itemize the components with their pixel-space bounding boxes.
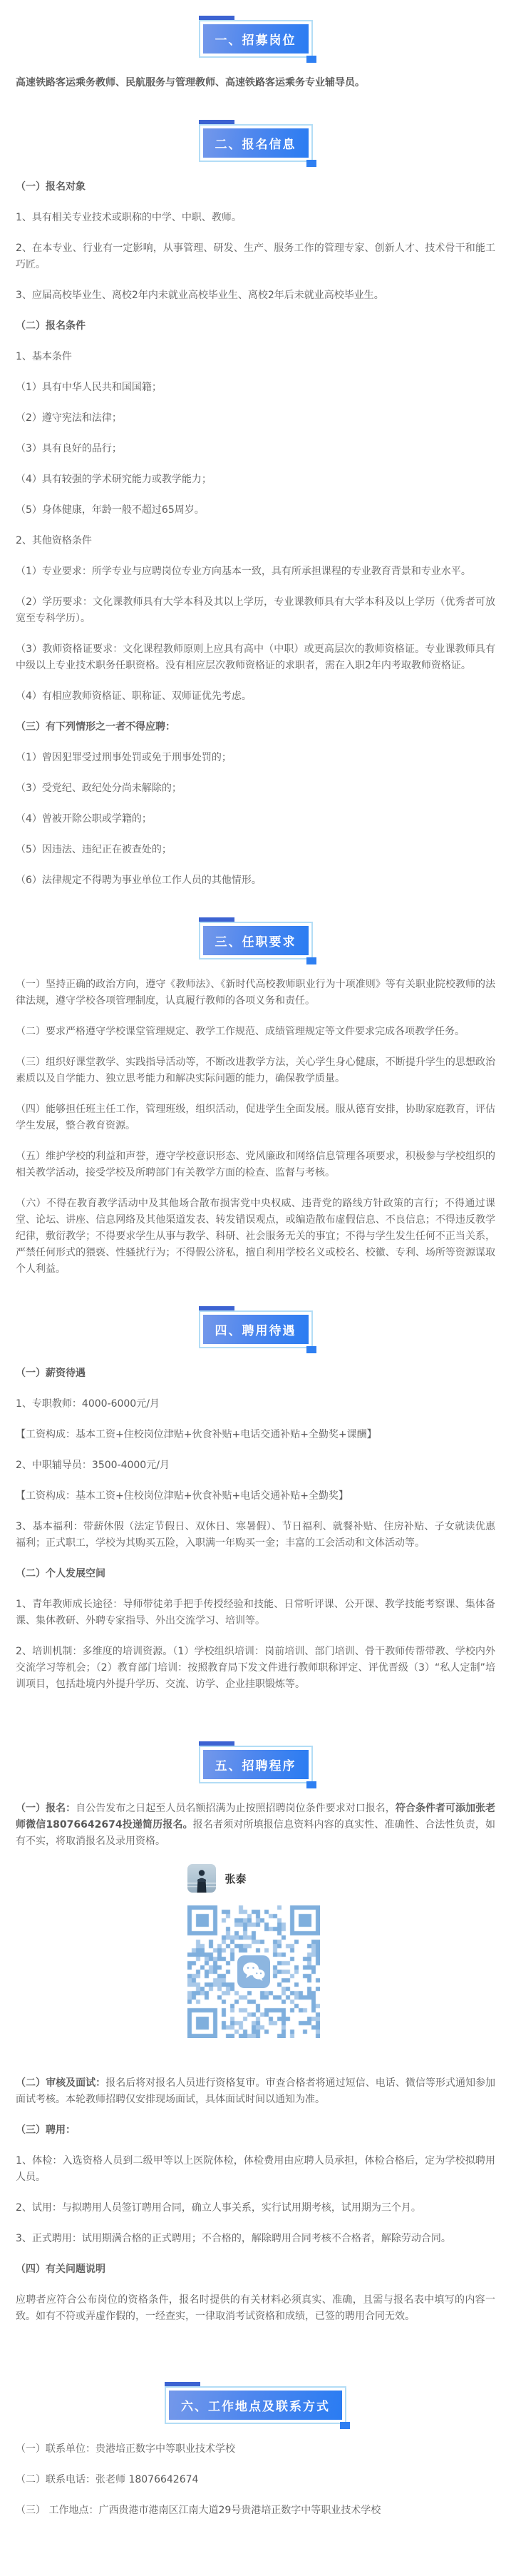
section-6 <box>16 2386 495 2519</box>
text-run: 应聘者应符合公布岗位的资格条件，报名时提供的有关材料必须真实、准确，且需与报名表中填写的内容一致。如有不符或弄虚作假的，一经查实，一律取消考试资格和成绩，已签的聘用合同无效。 <box>16 2294 495 2322</box>
text-run: （6）法律规定不得聘为事业单位工作人员的其他情形。 <box>16 875 262 886</box>
paragraph <box>16 2292 495 2325</box>
paragraph <box>16 1644 495 1693</box>
paragraph <box>16 977 495 1009</box>
paragraph <box>16 2441 495 2458</box>
paragraph <box>16 2153 495 2186</box>
paragraph <box>16 780 495 797</box>
paragraph <box>16 441 495 457</box>
section-header <box>16 922 495 959</box>
text-run: 2、在本专业、行业有一定影响，从事管理、研发、生产、服务工作的管理专家、创新人才、技术骨干和能工巧匠。 <box>16 243 495 270</box>
contact-avatar <box>187 1864 216 1893</box>
section-3 <box>16 922 495 1278</box>
text-run: （1）曾因犯罪受过刑事处罚或免于刑事处罚的； <box>16 752 232 763</box>
text-run: （四）能够担任班主任工作，管理班级，组织活动，促进学生全面发展。服从德育安排，协助家庭教育，评估学生发展，整合教育资源。 <box>16 1104 495 1131</box>
paragraph <box>16 502 495 519</box>
paragraph <box>16 179 495 195</box>
text-run: （五）维护学校的利益和声誉，遵守学校意识形态、党风廉政和网络信息管理各项要求，积极参与学校组织的相关教学活动，接受学校及所聘部门有关教学方面的检查、监督与考核。 <box>16 1151 495 1178</box>
text-run: 1、具有相关专业技术或职称的中学、中职、教师。 <box>16 212 242 223</box>
paragraph <box>16 2231 495 2247</box>
section-header <box>16 20 495 58</box>
paragraph <box>16 472 495 488</box>
paragraph <box>16 287 495 304</box>
section-5 <box>16 1746 495 2325</box>
section-1 <box>16 20 495 91</box>
text-run: （2）学历要求：文化课教师具有大学本科及其以上学历，专业课教师具有大学本科及以上学历（优秀者可放宽至专科学历）。 <box>16 596 495 624</box>
text-run-bold: （二）个人发展空间 <box>16 1568 105 1579</box>
text-run: 【工资构成：基本工资+住校岗位津贴+伙食补贴+电话交通补贴+全勤奖】 <box>16 1490 349 1502</box>
section-title: 三、任职要求 <box>203 926 309 955</box>
text-run-bold: （二）审核及面试： <box>16 2077 106 2089</box>
section-2 <box>16 124 495 889</box>
paragraph <box>16 564 495 580</box>
text-run: （二）联系电话：张老师 18076642674 <box>16 2474 199 2485</box>
text-run: （4）有相应教师资格证、职称证、双师证优先考虑。 <box>16 691 252 702</box>
section-header <box>16 1310 495 1348</box>
paragraph <box>16 1149 495 1181</box>
paragraph <box>16 719 495 735</box>
paragraph <box>16 2122 495 2139</box>
paragraph <box>16 750 495 766</box>
paragraph <box>16 872 495 889</box>
section-header <box>16 124 495 162</box>
section-header <box>16 1746 495 1783</box>
wechat-qr-code <box>187 1905 320 2038</box>
text-run: （5）身体健康，年龄一般不超过65周岁。 <box>16 504 205 516</box>
text-run-bold: （二）报名条件 <box>16 320 86 332</box>
text-run: （1）专业要求：所学专业与应聘岗位专业方向基本一致，具有所承担课程的专业教育背景和专业水平。 <box>16 566 471 577</box>
text-run: （2）遵守宪法和法律； <box>16 412 122 424</box>
text-run: 1、基本条件 <box>16 351 72 362</box>
text-run: 2、试用：与拟聘用人员签订聘用合同，确立人事关系，实行试用期考核，试用期为三个月。 <box>16 2202 421 2214</box>
paragraph <box>16 1427 495 1443</box>
text-run: （一）坚持正确的政治方向，遵守《教师法》、《新时代高校教师职业行为十项准则》等有关职业院校教师的法律法规，遵守学校各项管理制度，认真履行教师的各项义务和责任。 <box>16 979 495 1007</box>
paragraph <box>16 1054 495 1087</box>
paragraph <box>16 75 495 91</box>
text-run-bold: （一）报名： <box>16 1803 76 1814</box>
text-run: 3、正式聘用：试用期满合格的正式聘用；不合格的，解除聘用合同考核不合格者，解除劳动合同。 <box>16 2233 451 2244</box>
paragraph <box>16 842 495 858</box>
paragraph <box>16 2472 495 2488</box>
text-run: 1、专职教师：4000-6000元/月 <box>16 1398 160 1410</box>
section-badge <box>165 2386 346 2424</box>
text-run: （六）不得在教育教学活动中及其他场合散布损害党中央权威、违背党的路线方针政策的言行；不得通过课堂、论坛、讲座、信息网络及其他渠道发表、转发错误观点，或编造散布虚假信息、不良信息；不得违反教学纪律，敷衍教学；不得要求学生从事与教学、科研、社会服务无关的事宜；不得与学生发生任何不正当关系，严禁任何形式的猥亵、性骚扰行为；不得假公济私，擅自利用学校名义或校名、校徽、专利、场所等资源谋取个人利益。 <box>16 1198 495 1275</box>
wechat-icon <box>237 1955 270 1988</box>
section-badge <box>199 20 313 58</box>
text-run-bold: （一）薪资待遇 <box>16 1368 86 1379</box>
contact-card <box>187 1864 324 1893</box>
text-run: （三）组织好课堂教学、实践指导活动等，不断改进教学方法，关心学生身心健康，不断提升学生的思想政治素质以及自学能力、独立思考能力和解决实际问题的能力，确保教学质量。 <box>16 1057 495 1084</box>
paragraph <box>16 1801 495 1850</box>
person-photo-icon <box>187 1864 216 1893</box>
paragraph <box>16 2200 495 2216</box>
section-title: 一、招募岗位 <box>203 24 309 54</box>
recruitment-notice-page <box>0 20 511 2576</box>
paragraph <box>16 688 495 705</box>
text-run: （1）具有中华人民共和国国籍； <box>16 382 162 393</box>
paragraph <box>16 641 495 674</box>
paragraph <box>16 349 495 365</box>
paragraph <box>16 2261 495 2278</box>
text-run-bold: 高速铁路客运乘务教师、民航服务与管理教师、高速铁路客运乘务专业辅导员。 <box>16 77 365 88</box>
section-badge <box>199 1310 313 1348</box>
contact-name: 张泰 <box>224 1872 247 1885</box>
text-run: 报名者须对所填报信息资料内容的真实性、准确性、合法性负责，如有不实，将取消报名及录用资格。 <box>16 1819 496 1847</box>
paragraph <box>16 1519 495 1552</box>
section-badge <box>199 1746 313 1783</box>
paragraph <box>16 380 495 396</box>
section-4 <box>16 1310 495 1693</box>
text-run: 3、应届高校毕业生、离校2年内未就业高校毕业生、离校2年后未就业高校毕业生。 <box>16 290 384 301</box>
text-run-bold: 符合条件者可添加张老师微信18076642674投递简历报名。 <box>16 1803 496 1831</box>
section-badge <box>199 124 313 162</box>
paragraph <box>16 1024 495 1040</box>
text-run: （4）具有较强的学术研究能力或教学能力； <box>16 474 212 485</box>
text-run: （一）联系单位：贵港培正数字中等职业技术学校 <box>16 2443 235 2455</box>
section-title: 四、聘用待遇 <box>203 1315 309 1344</box>
text-run: 报名后将对报名人员进行资格复审。审查合格者将通过短信、电话、微信等形式通知参加面试考核。本轮教师招聘仅安排现场面试，具体面试时间以通知为准。 <box>16 2077 496 2105</box>
text-run-bold: （三）有下列情形之一者不得应聘： <box>16 721 175 733</box>
paragraph <box>16 318 495 335</box>
text-run-bold: （一）报名对象 <box>16 181 86 193</box>
text-run: （三） 工作地点：广西贵港市港南区江南大道29号贵港培正数字中等职业技术学校 <box>16 2505 381 2516</box>
text-run: 1、青年教师成长途径：导师带徒弟手把手传授经验和技能、日常听评课、公开课、教学技能考察课、集体备课、集体教研、外聘专家指导、外出交流学习、培训等。 <box>16 1599 495 1626</box>
text-run: 1、体检：入选资格人员到二级甲等以上医院体检，体检费用由应聘人员承担，体检合格后，定为学校拟聘用人员。 <box>16 2155 495 2183</box>
paragraph <box>16 594 495 627</box>
text-run: （4）曾被开除公职或学籍的； <box>16 813 152 825</box>
text-run: 2、培训机制：多维度的培训资源。（1）学校组织培训：岗前培训、部门培训、骨干教师传帮带教、学校内外交流学习等机会；（2）教育部门培训：按照教育局下发文件进行教师职称评定、评优晋级（3）“私人定制”培训项目，包括赴境内外提升学历、交流、访学、企业挂职锻炼等。 <box>16 1646 495 1690</box>
paragraph <box>16 1488 495 1505</box>
text-run: 自公告发布之日起至人员名额招满为止按照招聘岗位条件要求对口报名， <box>76 1803 396 1814</box>
paragraph <box>16 533 495 549</box>
text-run: 【工资构成：基本工资+住校岗位津贴+伙食补贴+电话交通补贴+全勤奖+课酬】 <box>16 1429 377 1440</box>
text-run: 2、中职辅导员：3500-4000元/月 <box>16 1460 170 1471</box>
paragraph <box>16 811 495 828</box>
section-header <box>16 2386 495 2424</box>
text-run: （3）受党纪、政纪处分尚未解除的； <box>16 783 182 794</box>
content <box>16 20 495 2519</box>
paragraph <box>16 1101 495 1134</box>
section-title: 六、工作地点及联系方式 <box>169 2391 342 2420</box>
paragraph <box>16 1457 495 1474</box>
paragraph <box>16 240 495 273</box>
paragraph <box>16 210 495 226</box>
text-run: （3）教师资格证要求：文化课程教师原则上应具有高中（中职）或更高层次的教师资格证。专业课教师具有中级以上专业技术职务任职资格。没有相应层次教师资格证的求职者，需在入职2年内考取教师资格证。 <box>16 643 495 671</box>
paragraph <box>16 2503 495 2519</box>
section-title: 五、招聘程序 <box>203 1750 309 1779</box>
text-run: 3、基本福利：带薪休假（法定节假日、双休日、寒暑假）、节日福利、就餐补贴、住房补贴、子女就读优惠福利；正式职工，学校为其购买五险，入职满一年购买一金；丰富的工会活动和文体活动等。 <box>16 1521 495 1549</box>
paragraph <box>16 1396 495 1412</box>
section-badge <box>199 922 313 959</box>
paragraph <box>16 1196 495 1278</box>
paragraph <box>16 1566 495 1582</box>
text-run: （5）因违法、违纪正在被查处的； <box>16 844 172 855</box>
paragraph <box>16 410 495 427</box>
text-run: （3）具有良好的品行； <box>16 443 122 454</box>
paragraph <box>16 1597 495 1629</box>
paragraph <box>16 1365 495 1382</box>
text-run-bold: （四）有关问题说明 <box>16 2264 105 2275</box>
paragraph <box>16 2075 495 2108</box>
text-run: 2、其他资格条件 <box>16 535 92 546</box>
wechat-contact-block <box>187 1864 324 2038</box>
text-run: （二）要求严格遵守学校课堂管理规定、教学工作规范、成绩管理规定等文件要求完成各项教学任务。 <box>16 1026 465 1037</box>
text-run-bold: （三）聘用： <box>16 2124 76 2136</box>
section-title: 二、报名信息 <box>203 128 309 158</box>
